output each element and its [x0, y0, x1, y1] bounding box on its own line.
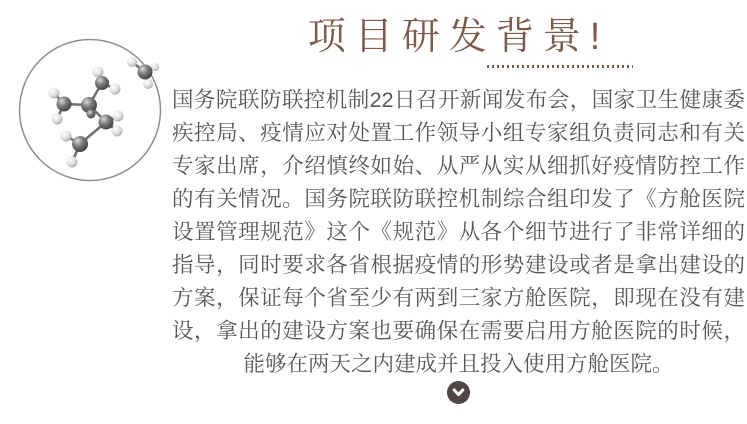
- title-underline: [487, 65, 633, 68]
- molecule-image: [16, 36, 164, 184]
- molecule-icon: [16, 36, 164, 184]
- body-paragraph: 国务院联防联控机制22日召开新闻发布会，国家卫生健康委疾控局、疫情应对处置工作领导小组专家组负责同志和有关专家出席，介绍慎终如始、从严从实从细抓好疫情防控工作的有关情况。国务院联防联控机制综合组印发了《方舱医院设置管理规范》这个《规范》从各个细节进行了非常详细的指导，同时要求各省根据疫情的形势建设或者是拿出建设的方案，保证每个省至少有两到三家方舱医院，即现在没有建设，拿出的建设方案也要确保在需要启用方舱医院的时候，能够在两天之内建成并且投入使用方舱医院。: [172, 88, 745, 376]
- page-title: 项目研发背景!: [307, 16, 610, 58]
- next-button[interactable]: [447, 381, 470, 404]
- chevron-down-icon: [451, 385, 466, 400]
